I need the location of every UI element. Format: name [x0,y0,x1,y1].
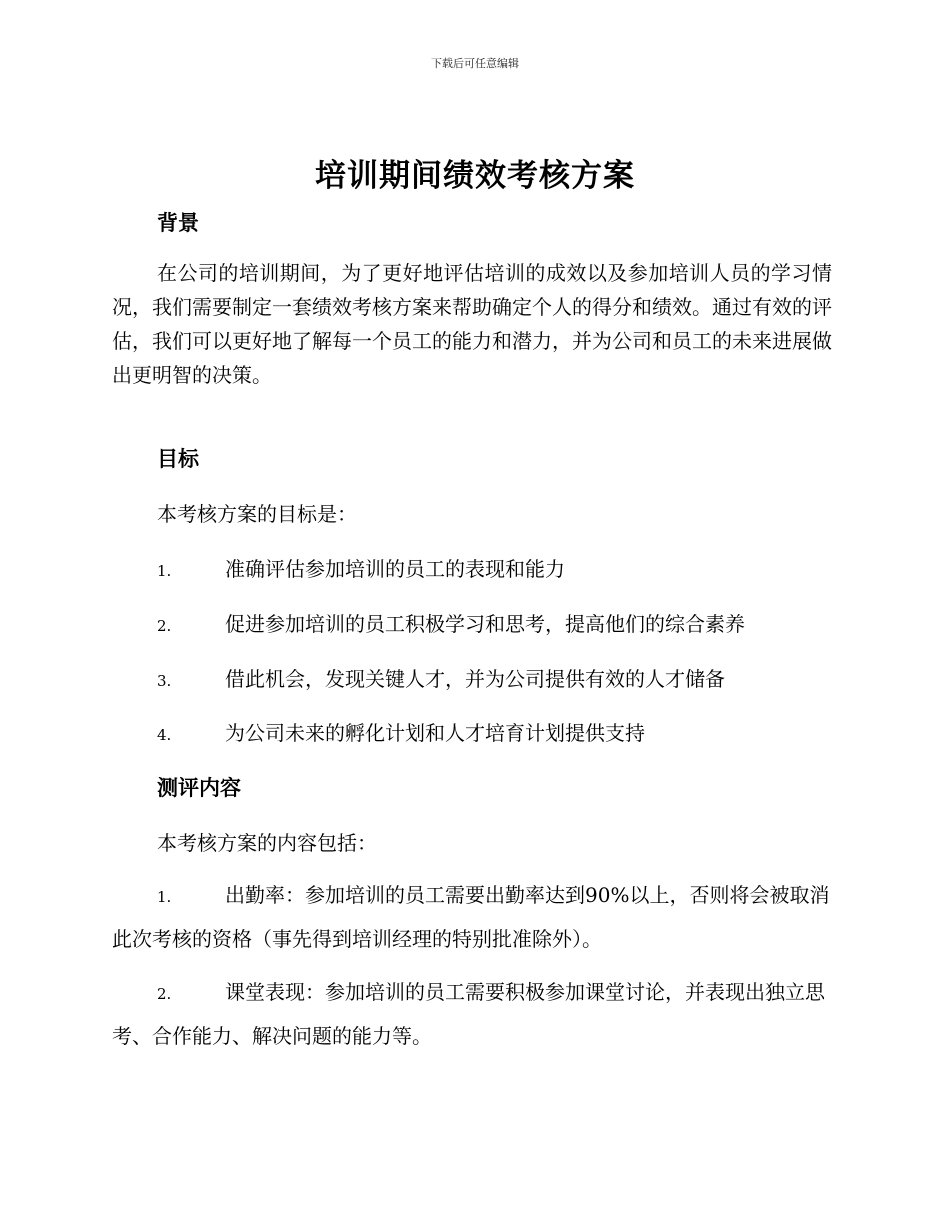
content-intro: 本考核方案的内容包括： [157,831,377,855]
heading-background: 背景 [157,211,199,235]
content-item-number: 1. [157,888,172,906]
content-item-text: 出勤率：参加培训的员工需要出勤率达到90%以上，否则将会被取消此次考核的资格（事先得到培训经理的特别批准除外）。 [112,883,830,951]
content-item [112,971,832,1057]
content-item-number: 2. [157,985,172,1003]
document-title: 培训期间绩效考核方案 [315,158,635,194]
heading-content: 测评内容 [157,776,241,800]
content-item [112,874,832,960]
goals-intro: 本考核方案的目标是： [157,502,357,526]
content-item-text: 课堂表现：参加培训的员工需要积极参加课堂讨论，并表现出独立思考、合作能力、解决问题的能力等。 [112,980,825,1048]
goal-item [157,717,645,746]
goal-item-text: 为公司未来的孵化计划和人才培育计划提供支持 [225,721,645,745]
goal-item [157,553,565,582]
goal-item-text: 借此机会，发现关键人才，并为公司提供有效的人才储备 [225,667,725,691]
heading-goals: 目标 [157,447,199,471]
header-note: 下载后可任意编辑 [431,57,519,70]
goal-item-text: 促进参加培训的员工积极学习和思考，提高他们的综合素养 [225,612,745,636]
goal-item-number: 1. [157,562,172,580]
background-paragraph: 在公司的培训期间，为了更好地评估培训的成效以及参加培训人员的学习情况，我们需要制定一套绩效考核方案来帮助确定个人的得分和绩效。通过有效的评估，我们可以更好地了解每一个员工的能力和潜力，并为公司和员工的未来进展做出更明智的决策。 [112,261,832,387]
goal-item [157,608,745,637]
goal-item-number: 2. [157,617,172,635]
goal-item-number: 4. [157,726,172,744]
goal-item-number: 3. [157,672,172,690]
goal-item [157,663,725,692]
goal-item-text: 准确评估参加培训的员工的表现和能力 [225,557,565,581]
